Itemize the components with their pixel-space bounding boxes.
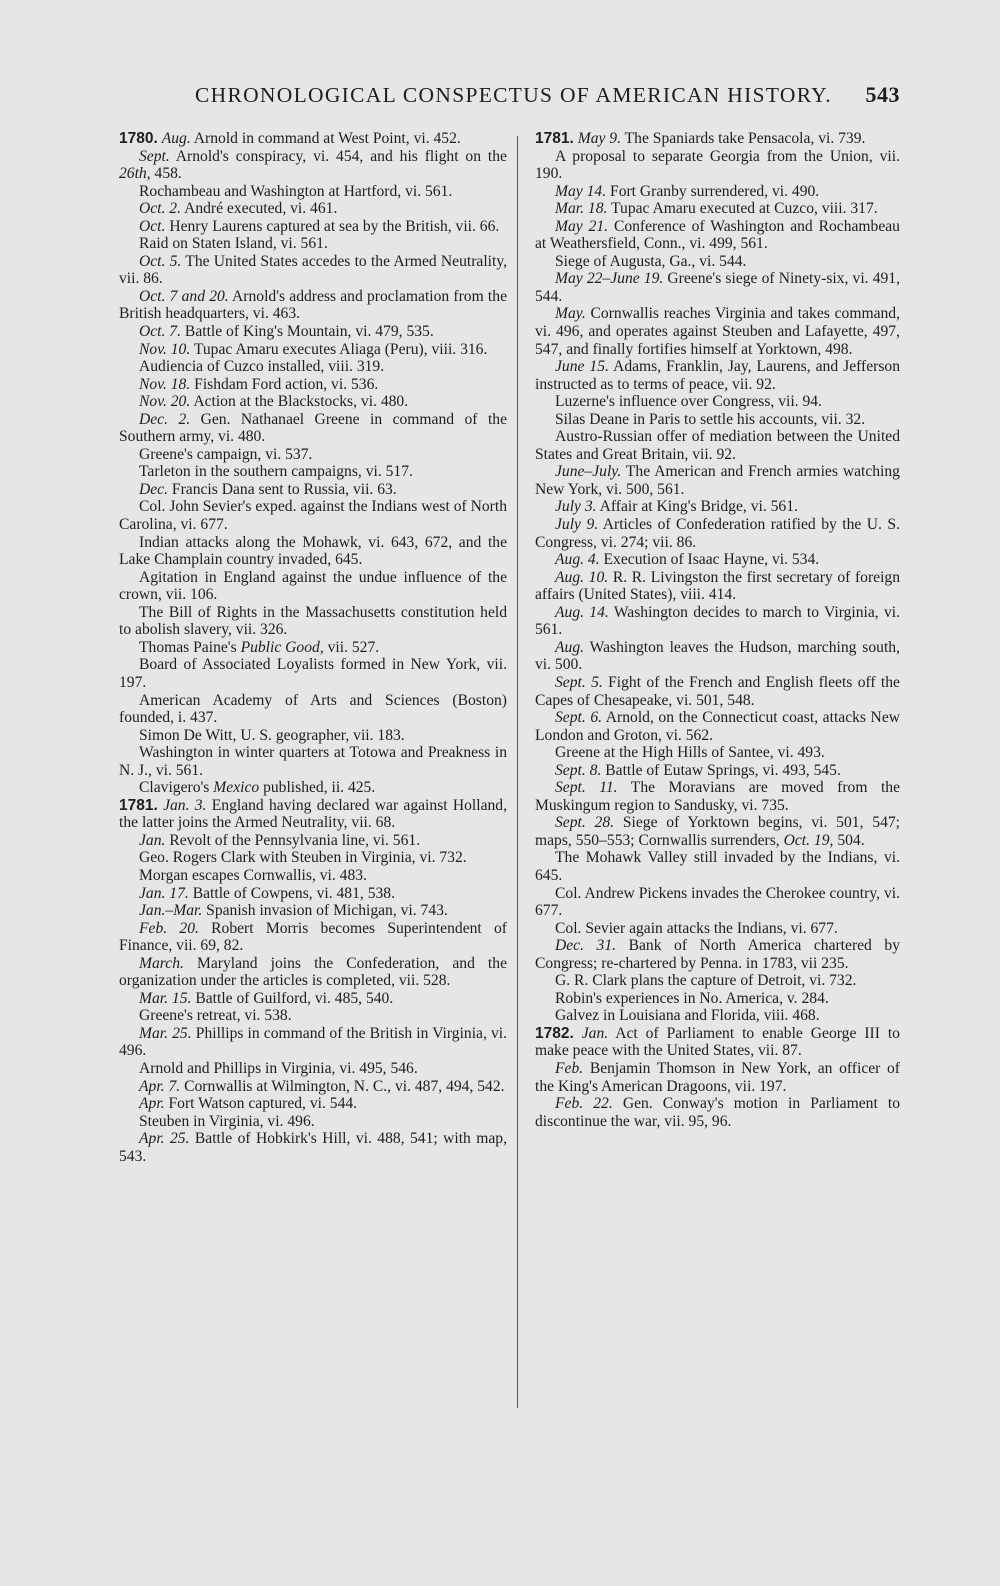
chronology-entry <box>119 867 507 885</box>
entry-text: Henry Laurens captured at sea by the British, vii. 66. <box>169 217 500 235</box>
entry-text: Washington in winter quarters at Totowa and Preakness in N. J., vi. 561. <box>119 744 507 779</box>
chronology-entry <box>119 656 507 691</box>
chronology-entry <box>535 779 900 814</box>
chronology-entry <box>119 200 507 218</box>
chronology-entry <box>535 1060 900 1095</box>
entry-text: Spanish invasion of Michigan, vi. 743. <box>206 902 448 920</box>
entry-date: Sept. <box>139 147 170 165</box>
chronology-entry <box>119 1007 507 1025</box>
chronology-entry <box>535 200 900 218</box>
entry-date: Apr. 7. <box>139 1077 181 1095</box>
entry-text: Siege of Augusta, Ga., vi. 544. <box>555 252 747 270</box>
entry-text: R. R. Livingston the first secretary of foreign affairs (United States), viii. 414. <box>535 568 900 604</box>
chronology-entry <box>119 569 507 604</box>
chronology-entry <box>119 411 507 446</box>
entry-date: Oct. 7. <box>139 323 182 341</box>
chronology-entry <box>119 463 507 481</box>
entry-date: Aug. 4. <box>555 551 600 569</box>
entry-date: Apr. <box>139 1095 165 1113</box>
chronology-entry <box>119 534 507 569</box>
entry-text: Arnold in command at West Point, vi. 452. <box>193 130 461 147</box>
entry-year: 1781. <box>119 796 158 814</box>
chronology-entry <box>119 849 507 867</box>
entry-text: Geo. Rogers Clark with Steuben in Virginia, vi. 732. <box>139 849 467 867</box>
entry-text: Robert Morris becomes Superintendent of Finance, vii. 69, 82. <box>119 919 507 955</box>
entry-text: Revolt of the Pennsylvania line, vi. 561. <box>169 831 421 849</box>
entry-date: Mar. 18. <box>555 200 608 218</box>
entry-date: Aug. <box>555 638 585 656</box>
chronology-entry <box>119 955 507 990</box>
entry-date: Dec. 2. <box>139 410 191 428</box>
chronology-entry <box>119 902 507 920</box>
entry-text: Robin's experiences in No. America, v. 284. <box>555 989 829 1007</box>
chronology-entry <box>119 920 507 955</box>
chronology-entry <box>535 183 900 201</box>
chronology-entry <box>119 253 507 288</box>
entry-date: July 9. <box>555 516 599 534</box>
chronology-entry <box>535 762 900 780</box>
chronology-entry <box>119 218 507 236</box>
entry-date: Aug. 14. <box>555 603 609 621</box>
chronology-entry <box>535 1007 900 1025</box>
entry-text: Francis Dana sent to Russia, vii. 63. <box>171 480 397 498</box>
entry-date: May 9. <box>577 130 622 147</box>
entry-text: Battle of King's Mountain, vi. 479, 535. <box>184 323 434 341</box>
chronology-entry <box>119 498 507 533</box>
entry-text: A proposal to separate Georgia from the Union, vii. 190. <box>535 147 900 183</box>
entry-date: Feb. 22. <box>555 1095 613 1113</box>
chronology-entry <box>535 604 900 639</box>
chronology-entry <box>535 218 900 253</box>
chronology-entry <box>119 1130 507 1165</box>
entry-year: 1780. <box>119 130 158 147</box>
entry-text: Washington leaves the Hudson, marching south, vi. 500. <box>535 638 900 674</box>
chronology-entry <box>535 920 900 938</box>
chronology-entry <box>535 358 900 393</box>
entry-text: The Spaniards take Pensacola, vi. 739. <box>624 130 866 147</box>
chronology-entry <box>119 797 507 832</box>
entry-text: G. R. Clark plans the capture of Detroit, vi. 732. <box>555 972 857 990</box>
entry-date: Oct. 5. <box>139 252 182 270</box>
entry-text: Fort Granby surrendered, vi. 490. <box>610 182 820 200</box>
entry-text: The United States accedes to the Armed Neutrality, vii. 86. <box>119 252 508 288</box>
entry-date: Apr. 25. <box>139 1130 190 1148</box>
chronology-entry <box>535 270 900 305</box>
entry-text: Raid on Staten Island, vi. 561. <box>139 235 328 253</box>
entry-date: Feb. <box>555 1059 584 1077</box>
entry-text: Indian attacks along the Mohawk, vi. 643, 672, and the Lake Champlain country invaded, 645. <box>119 533 507 569</box>
chronology-entry <box>119 744 507 779</box>
entry-text: André executed, vi. 461. <box>184 200 338 218</box>
entry-text: Thomas Paine's Public Good, vii. 527. <box>139 638 380 656</box>
chronology-entry <box>119 1060 507 1078</box>
entry-date: Mar. 15. <box>139 989 192 1007</box>
entry-date: May 21. <box>555 217 609 235</box>
page-title: CHRONOLOGICAL CONSPECTUS OF AMERICAN HISTORY. <box>195 83 832 107</box>
entry-text: Maryland joins the Confederation, and the organization under the articles is completed, vii. 528. <box>119 954 507 990</box>
chronology-entry <box>535 148 900 183</box>
right-column <box>535 130 900 1130</box>
entry-text: Morgan escapes Cornwallis, vi. 483. <box>139 866 367 884</box>
entry-date: Nov. 20. <box>139 393 191 411</box>
chronology-entry <box>535 411 900 429</box>
entry-text: Fishdam Ford action, vi. 536. <box>194 375 379 393</box>
column-divider <box>517 136 518 1408</box>
entry-text: Tupac Amaru executed at Cuzco, viii. 317. <box>611 200 878 218</box>
entry-text: Gen. Conway's motion in Parliament to discontinue the war, vii. 95, 96. <box>535 1095 900 1130</box>
chronology-entry <box>119 990 507 1008</box>
chronology-entry <box>535 814 900 849</box>
entry-text: Col. Sevier again attacks the Indians, vi. 677. <box>555 919 838 937</box>
chronology-entry <box>119 446 507 464</box>
entry-text: Battle of Cowpens, vi. 481, 538. <box>192 884 395 902</box>
chronology-entry <box>535 744 900 762</box>
entry-date: May. <box>555 305 586 323</box>
entry-text: Greene's siege of Ninety-six, vi. 491, 544. <box>535 270 900 305</box>
entry-date: Aug. <box>161 130 191 147</box>
chronology-entry <box>119 288 507 323</box>
entry-date: Jan. <box>139 831 166 849</box>
chronology-entry <box>119 779 507 797</box>
chronology-entry <box>535 937 900 972</box>
entry-text: Articles of Confederation ratified by the U. S. Congress, vi. 274; vii. 86. <box>535 516 900 551</box>
entry-text: Adams, Franklin, Jay, Laurens, and Jefferson instructed as to terms of peace, vii. 92. <box>535 358 900 393</box>
entry-date: Jan. 3. <box>163 796 207 814</box>
entry-text: Gen. Nathanael Greene in command of the Southern army, vi. 480. <box>119 410 507 446</box>
entry-text: Arnold's conspiracy, vi. 454, and his flight on the 26th, 458. <box>119 147 507 183</box>
entry-date: Nov. 10. <box>139 340 191 358</box>
entry-date: June 15. <box>555 358 609 376</box>
chronology-entry <box>535 569 900 604</box>
entry-text: Fight of the French and English fleets off the Capes of Chesapeake, vi. 501, 548. <box>535 673 900 709</box>
entry-year: 1781. <box>535 130 574 147</box>
entry-text: Col. Andrew Pickens invades the Cherokee country, vi. 677. <box>535 884 900 920</box>
entry-date: Mar. 25. <box>139 1024 192 1042</box>
chronology-entry <box>119 639 507 657</box>
entry-text: Battle of Hobkirk's Hill, vi. 488, 541; with map, 543. <box>119 1130 508 1165</box>
entry-text: Agitation in England against the undue influence of the crown, vii. 106. <box>119 568 507 604</box>
chronology-entry <box>535 885 900 920</box>
entry-text: Battle of Guilford, vi. 485, 540. <box>195 989 394 1007</box>
chronology-entry <box>119 1078 507 1096</box>
chronology-entry <box>535 1025 900 1060</box>
entry-date: Sept. 5. <box>555 673 603 691</box>
entry-text: Execution of Isaac Hayne, vi. 534. <box>603 551 820 569</box>
entry-date: Dec. <box>139 480 169 498</box>
entry-date: Oct. <box>139 217 166 235</box>
entry-text: Silas Deane in Paris to settle his accounts, vii. 32. <box>555 410 866 428</box>
chronology-entry <box>535 849 900 884</box>
entry-text: Rochambeau and Washington at Hartford, vi. 561. <box>139 182 453 200</box>
chronology-entry <box>119 1025 507 1060</box>
entry-text: England having declared war against Holland, the latter joins the Armed Neutrality, vii. 68. <box>119 796 508 832</box>
chronology-entry <box>119 130 507 148</box>
chronology-entry <box>535 305 900 358</box>
entry-text: Benjamin Thomson in New York, an officer of the King's American Dragoons, vii. 197. <box>535 1059 900 1095</box>
entry-text: Simon De Witt, U. S. geographer, vii. 183. <box>139 726 405 744</box>
chronology-entry <box>119 604 507 639</box>
entry-text: Fort Watson captured, vi. 544. <box>168 1095 358 1113</box>
chronology-entry <box>119 832 507 850</box>
entry-text: Greene at the High Hills of Santee, vi. 493. <box>555 744 825 762</box>
chronology-entry <box>119 1095 507 1113</box>
entry-year: 1782. <box>535 1024 574 1042</box>
entry-text: The Moravians are moved from the Muskingum region to Sandusky, vi. 735. <box>535 779 900 814</box>
entry-text: Tupac Amaru executes Aliaga (Peru), viii. 316. <box>193 340 488 358</box>
entry-date: Oct. 7 and 20. <box>139 287 229 305</box>
entry-date: Sept. 28. <box>555 814 615 832</box>
entry-date: Aug. 10. <box>555 568 609 586</box>
entry-text: Greene's retreat, vi. 538. <box>139 1007 292 1025</box>
entry-text: Col. John Sevier's exped. against the Indians west of North Carolina, vi. 677. <box>119 498 507 534</box>
entry-text: Bank of North America chartered by Congress; re-chartered by Penna. in 1783, vii 235. <box>535 937 900 972</box>
entry-date: Jan.–Mar. <box>139 902 203 920</box>
chronology-entry <box>119 358 507 376</box>
entry-text: Tarleton in the southern campaigns, vi. 517. <box>139 463 413 481</box>
entry-text: Act of Parliament to enable George III to make peace with the United States, vii. 87. <box>535 1024 900 1060</box>
entry-text: Conference of Washington and Rochambeau at Weathersfield, Conn., vi. 499, 561. <box>535 217 900 253</box>
entry-text: Arnold, on the Connecticut coast, attacks New London and Groton, vi. 562. <box>535 709 901 744</box>
chronology-entry <box>535 639 900 674</box>
chronology-entry <box>119 885 507 903</box>
chronology-entry <box>535 1095 900 1130</box>
entry-text: Arnold's address and proclamation from the British headquarters, vi. 463. <box>119 287 507 323</box>
entry-text: The American and French armies watching New York, vi. 500, 561. <box>535 463 900 498</box>
entry-text: Cornwallis reaches Virginia and takes command, vi. 496, and operates against Steuben and Lafayette, 497, 547, and finally fortifies himself at Yorktown, 498. <box>535 305 900 358</box>
entry-text: Battle of Eutaw Springs, vi. 493, 545. <box>605 761 841 779</box>
entry-date: May 14. <box>555 182 607 200</box>
entry-date: Jan. <box>581 1024 609 1042</box>
chronology-entry <box>535 709 900 744</box>
entry-text: Cornwallis at Wilmington, N. C., vi. 487, 494, 542. <box>184 1077 505 1095</box>
entry-date: Dec. 31. <box>555 937 617 955</box>
entry-date: Nov. 18. <box>139 375 191 393</box>
chronology-entry <box>119 341 507 359</box>
chronology-entry <box>535 463 900 498</box>
chronology-entry <box>119 148 507 183</box>
chronology-entry <box>535 990 900 1008</box>
entry-text: American Academy of Arts and Sciences (Boston) founded, i. 437. <box>119 691 507 727</box>
entry-date: Sept. 6. <box>555 709 603 727</box>
entry-text: Arnold and Phillips in Virginia, vi. 495, 546. <box>139 1059 418 1077</box>
chronology-entry <box>535 551 900 569</box>
entry-text: Steuben in Virginia, vi. 496. <box>139 1112 315 1130</box>
chronology-entry <box>119 393 507 411</box>
entry-date: May 22–June 19. <box>555 270 664 288</box>
entry-date: Oct. 2. <box>139 200 182 218</box>
entry-date: Sept. 11. <box>555 779 618 797</box>
entry-text: Austro-Russian offer of mediation between the United States and Great Britain, vii. 92. <box>535 428 900 463</box>
entry-text: Washington decides to march to Virginia, vi. 561. <box>535 603 900 639</box>
entry-text: Phillips in command of the British in Virginia, vi. 496. <box>119 1024 507 1060</box>
entry-text: Luzerne's influence over Congress, vii. 94. <box>555 393 822 411</box>
chronology-entry <box>535 674 900 709</box>
chronology-entry <box>119 481 507 499</box>
entry-text: Clavigero's Mexico published, ii. 425. <box>139 779 376 797</box>
chronology-entry <box>119 727 507 745</box>
chronology-entry <box>119 1113 507 1131</box>
chronology-entry <box>119 692 507 727</box>
chronology-entry <box>535 498 900 516</box>
entry-text: Action at the Blackstocks, vi. 480. <box>193 393 409 411</box>
entry-date: Sept. 8. <box>555 761 602 779</box>
entry-text: Audiencia of Cuzco installed, viii. 319. <box>139 358 385 376</box>
entry-date: July 3. <box>555 498 597 516</box>
entry-text: Greene's campaign, vi. 537. <box>139 445 313 463</box>
page-number: 543 <box>865 82 900 107</box>
entry-text: Affair at King's Bridge, vi. 561. <box>599 498 798 516</box>
chronology-entry <box>119 376 507 394</box>
chronology-entry <box>535 516 900 551</box>
entry-date: June–July. <box>555 463 622 481</box>
entry-text: Siege of Yorktown begins, vi. 501, 547; maps, 550–553; Cornwallis surrenders, Oct. 19, 504. <box>535 814 900 849</box>
chronology-entry <box>535 393 900 411</box>
entry-text: Board of Associated Loyalists formed in New York, vii. 197. <box>119 656 507 691</box>
left-column <box>119 130 507 1165</box>
chronology-entry <box>119 183 507 201</box>
entry-date: Jan. 17. <box>139 884 189 902</box>
entry-text: Galvez in Louisiana and Florida, viii. 468. <box>555 1007 820 1025</box>
entry-text: The Mohawk Valley still invaded by the Indians, vi. 645. <box>535 849 900 884</box>
entry-text: The Bill of Rights in the Massachusetts constitution held to abolish slavery, vii. 326. <box>119 603 507 639</box>
chronology-entry <box>535 130 900 148</box>
entry-date: Feb. 20. <box>139 919 199 937</box>
chronology-entry <box>535 972 900 990</box>
running-header <box>195 82 900 108</box>
chronology-entry <box>119 323 507 341</box>
entry-date: March. <box>139 954 184 972</box>
chronology-entry <box>119 235 507 253</box>
chronology-entry <box>535 253 900 271</box>
chronology-entry <box>535 428 900 463</box>
